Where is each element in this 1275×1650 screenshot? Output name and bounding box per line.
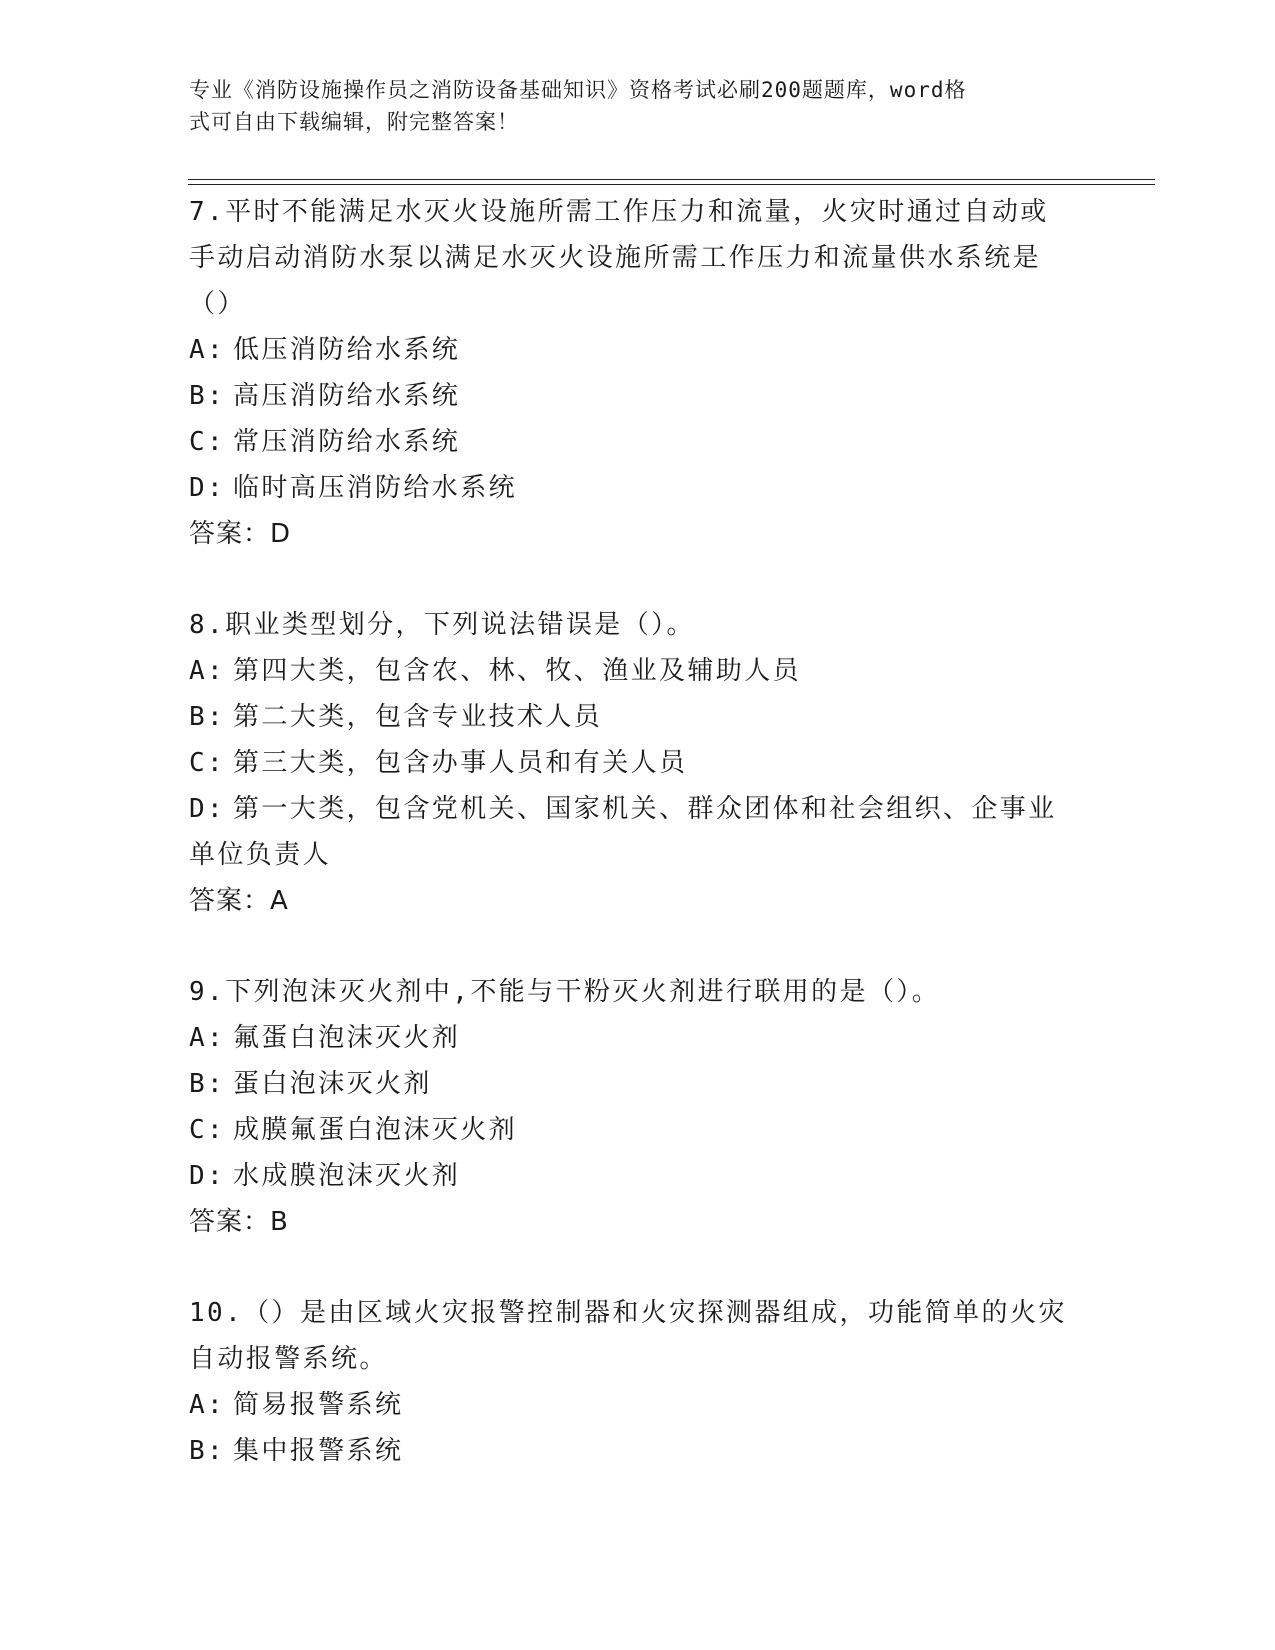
- option-b: [189, 1061, 1089, 1107]
- stem-line: 手动启动消防水泵以满足水灭火设施所需工作压力和流量供水系统是: [189, 243, 1042, 273]
- question-10: [189, 1290, 1089, 1474]
- header-divider: [188, 179, 1155, 180]
- option-letter: A:: [189, 335, 226, 365]
- question-8: [189, 602, 1089, 924]
- option-letter: A:: [189, 1023, 226, 1053]
- question-stem: [189, 969, 1089, 1015]
- option-text: 氟蛋白泡沫灭火剂: [233, 1023, 461, 1053]
- option-letter: B:: [189, 381, 226, 411]
- option-letter: C:: [189, 1115, 226, 1145]
- stem-line: 自动报警系统。: [189, 1344, 388, 1374]
- stem-line: 7.平时不能满足水灭火设施所需工作压力和流量，火灾时通过自动或: [189, 197, 1049, 227]
- option-text: 蛋白泡沫灭火剂: [233, 1069, 432, 1099]
- stem-line: 8.职业类型划分，下列说法错误是（）。: [189, 610, 695, 640]
- option-letter: B:: [189, 1436, 226, 1466]
- option-text: 第二大类，包含专业技术人员: [233, 702, 603, 732]
- question-stem: [189, 189, 1089, 327]
- option-text: 第一大类，包含党机关、国家机关、群众团体和社会组织、企事业: [233, 794, 1057, 824]
- answer-label: 答案：D: [189, 519, 292, 549]
- option-c: [189, 740, 1089, 786]
- option-text: 临时高压消防给水系统: [233, 473, 518, 503]
- option-letter: A:: [189, 1390, 226, 1420]
- option-text: 成膜氟蛋白泡沫灭火剂: [233, 1115, 518, 1145]
- question-7: [189, 189, 1089, 557]
- option-a: [189, 1382, 1089, 1428]
- question-9: [189, 969, 1089, 1245]
- option-b: [189, 373, 1089, 419]
- stem-line: 10.（）是由区域火灾报警控制器和火灾探测器组成，功能简单的火灾: [189, 1298, 1067, 1328]
- header-divider: [188, 184, 1155, 185]
- option-d: [189, 1153, 1089, 1199]
- option-b: [189, 1428, 1089, 1474]
- option-c: [189, 1107, 1089, 1153]
- option-text: 水成膜泡沫灭火剂: [233, 1161, 461, 1191]
- question-stem: [189, 602, 1089, 648]
- answer-label: 答案：A: [189, 886, 289, 916]
- question-list: [189, 189, 1089, 1519]
- option-c: [189, 419, 1089, 465]
- question-stem: [189, 1290, 1089, 1382]
- stem-line: （）: [189, 289, 246, 319]
- option-a: [189, 648, 1089, 694]
- header-note-line: 专业《消防设施操作员之消防设备基础知识》资格考试必刷200题题库，word格: [189, 78, 967, 102]
- option-letter: A:: [189, 656, 226, 686]
- option-letter: D:: [189, 1161, 226, 1191]
- option-text: 集中报警系统: [233, 1436, 404, 1466]
- option-a: [189, 327, 1089, 373]
- option-a: [189, 1015, 1089, 1061]
- option-text: 简易报警系统: [233, 1390, 404, 1420]
- option-d: [189, 786, 1089, 832]
- answer-label: 答案：B: [189, 1207, 289, 1237]
- stem-line: 9.下列泡沫灭火剂中,不能与干粉灭火剂进行联用的是（）。: [189, 977, 941, 1007]
- option-letter: D:: [189, 473, 226, 503]
- option-d: [189, 465, 1089, 511]
- option-letter: C:: [189, 748, 226, 778]
- option-text: 第三大类，包含办事人员和有关人员: [233, 748, 688, 778]
- option-letter: C:: [189, 427, 226, 457]
- option-text: 第四大类，包含农、林、牧、渔业及辅助人员: [233, 656, 802, 686]
- option-letter: B:: [189, 702, 226, 732]
- header-note-line: 式可自由下载编辑，附完整答案！: [189, 110, 519, 134]
- option-letter: B:: [189, 1069, 226, 1099]
- option-b: [189, 694, 1089, 740]
- header-note: [189, 74, 1069, 138]
- option-text: 低压消防给水系统: [233, 335, 461, 365]
- option-text: 常压消防给水系统: [233, 427, 461, 457]
- option-text: 高压消防给水系统: [233, 381, 461, 411]
- option-continuation: 单位负责人: [189, 840, 332, 870]
- option-letter: D:: [189, 794, 226, 824]
